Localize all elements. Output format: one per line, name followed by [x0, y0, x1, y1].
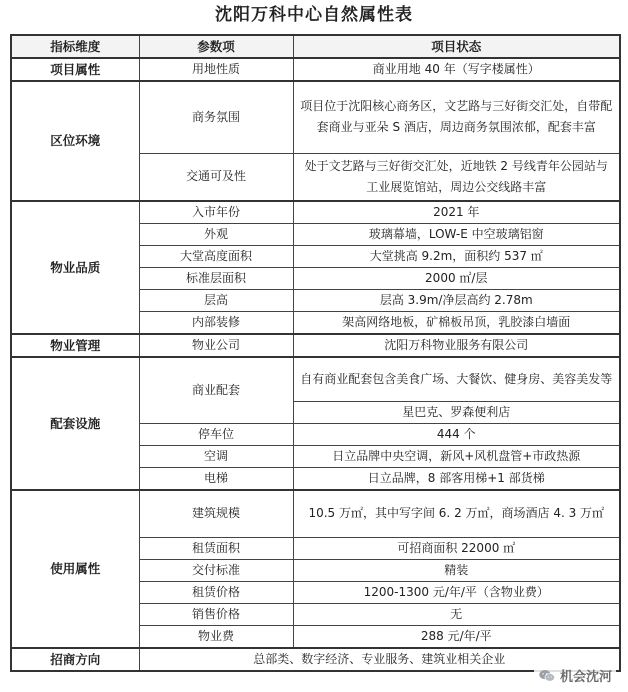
param-cell: 电梯	[139, 468, 293, 491]
table-row	[11, 58, 620, 81]
status-cell: 自有商业配套包含美食广场、大餐饮、健身房、美容美发等	[293, 357, 620, 402]
dimension-label: 区位环境	[11, 81, 139, 201]
param-cell: 租赁面积	[139, 537, 293, 559]
status-cell: 可招商面积 22000 ㎡	[293, 537, 620, 559]
status-cell: 商业用地 40 年（写字楼属性）	[293, 58, 620, 81]
param-cell: 标准层面积	[139, 267, 293, 289]
status-cell: 日立品牌，8 部客用梯+1 部货梯	[293, 468, 620, 491]
status-cell: 项目位于沈阳核心商务区，文艺路与三好街交汇处，自带配套商业与亚朵 S 酒店，周边商务氛围浓郁，配套丰富	[293, 81, 620, 153]
param-cell: 销售价格	[139, 603, 293, 625]
table-row	[11, 334, 620, 357]
status-cell: 2021 年	[293, 201, 620, 224]
status-cell: 总部类、数字经济、专业服务、建筑业相关企业	[139, 648, 620, 671]
status-cell: 288 元/年/平	[293, 625, 620, 648]
table-row	[11, 357, 620, 402]
param-cell: 大堂高度面积	[139, 245, 293, 267]
param-cell: 外观	[139, 223, 293, 245]
header-param: 参数项	[139, 35, 293, 58]
status-cell: 层高 3.9m/净层高约 2.78m	[293, 289, 620, 311]
status-cell: 444 个	[293, 424, 620, 446]
status-cell: 1200-1300 元/年/平（含物业费）	[293, 581, 620, 603]
status-cell: 10.5 万㎡，其中写字间 6. 2 万㎡，商场酒店 4. 3 万㎡	[293, 490, 620, 537]
watermark-text: 机会沈河	[559, 670, 612, 685]
status-cell: 处于文艺路与三好街交汇处，近地铁 2 号线青年公园站与工业展览馆站，周边公交线路丰富	[293, 153, 620, 201]
table-row	[11, 490, 620, 537]
status-cell: 玻璃幕墙，LOW-E 中空玻璃铝窗	[293, 223, 620, 245]
table-row	[11, 81, 620, 153]
param-cell: 租赁价格	[139, 581, 293, 603]
wechat-icon	[538, 669, 556, 683]
param-cell: 空调	[139, 446, 293, 468]
header-status: 项目状态	[293, 35, 620, 58]
param-cell: 商业配套	[139, 357, 293, 424]
param-cell: 内部装修	[139, 311, 293, 334]
dimension-label: 配套设施	[11, 357, 139, 491]
status-cell: 星巴克、罗森便利店	[293, 402, 620, 424]
status-cell: 日立品牌中央空调，新风+风机盘管+市政热源	[293, 446, 620, 468]
param-cell: 入市年份	[139, 201, 293, 224]
param-cell: 交通可及性	[139, 153, 293, 201]
status-cell: 大堂挑高 9.2m，面积约 537 ㎡	[293, 245, 620, 267]
param-cell: 层高	[139, 289, 293, 311]
dimension-label: 物业品质	[11, 201, 139, 334]
table-header-row	[11, 35, 620, 58]
table-row	[11, 648, 620, 671]
table-row	[11, 201, 620, 224]
param-cell: 物业公司	[139, 334, 293, 357]
status-cell: 精装	[293, 559, 620, 581]
param-cell: 交付标准	[139, 559, 293, 581]
attributes-table	[10, 34, 621, 672]
dimension-label: 物业管理	[11, 334, 139, 357]
status-cell: 2000 ㎡/层	[293, 267, 620, 289]
dimension-label: 招商方向	[11, 648, 139, 671]
dimension-label: 使用属性	[11, 490, 139, 648]
page-title: 沈阳万科中心自然属性表	[215, 5, 413, 25]
param-cell: 用地性质	[139, 58, 293, 81]
status-cell: 架高网络地板，矿棉板吊顶，乳胶漆白墙面	[293, 311, 620, 334]
dimension-label: 项目属性	[11, 58, 139, 81]
status-cell: 沈阳万科物业服务有限公司	[293, 334, 620, 357]
param-cell: 停车位	[139, 424, 293, 446]
header-dimension: 指标维度	[11, 35, 139, 58]
watermark	[534, 665, 616, 686]
param-cell: 商务氛围	[139, 81, 293, 153]
status-cell: 无	[293, 603, 620, 625]
param-cell: 建筑规模	[139, 490, 293, 537]
param-cell: 物业费	[139, 625, 293, 648]
